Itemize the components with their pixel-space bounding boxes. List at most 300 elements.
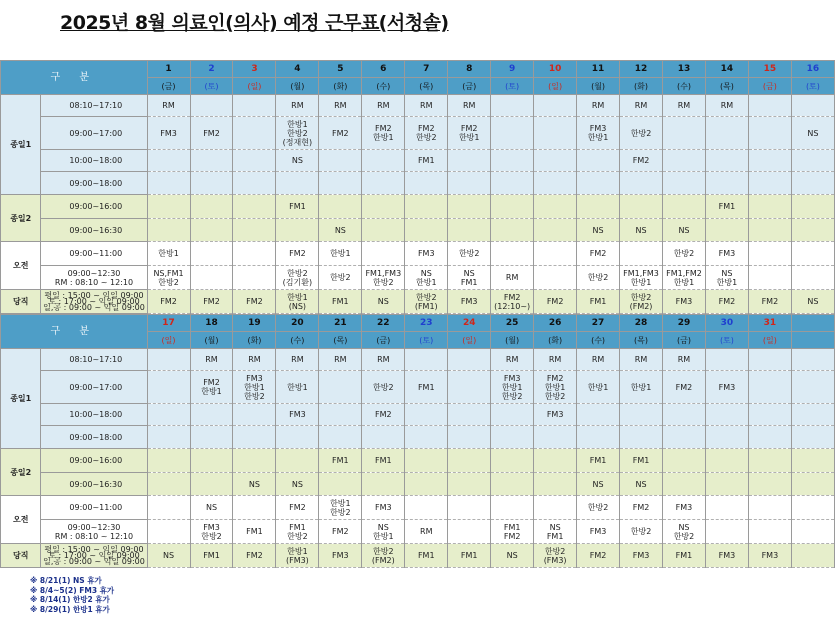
- shift-cell-text: FM1: [718, 202, 736, 211]
- shift-cell: [362, 266, 405, 290]
- shift-cell-text: 한방2: [587, 273, 609, 282]
- weekday-label: [791, 332, 834, 349]
- shift-cell-text: 한방1: [330, 249, 351, 258]
- shift-cell: [534, 496, 577, 520]
- shift-cell-text: 한방2: [673, 249, 695, 258]
- shift-cell: [276, 195, 319, 219]
- shift-cell-text: NS: [678, 225, 690, 235]
- shift-row-t6: [1, 219, 835, 242]
- day-number: 18: [190, 315, 233, 332]
- shift-cell: [448, 290, 491, 314]
- shift-cell: [147, 371, 190, 404]
- shift-cell: [319, 290, 362, 314]
- shift-cell-text: 한방2 (FM3): [543, 546, 567, 565]
- shift-cell: [448, 242, 491, 266]
- shift-cell: [448, 473, 491, 496]
- shift-cell: [233, 473, 276, 496]
- shift-cell: [491, 95, 534, 117]
- shift-cell: [620, 150, 663, 172]
- shift-cell: [405, 242, 448, 266]
- shift-cell: [405, 449, 448, 473]
- shift-cell: [362, 117, 405, 150]
- shift-cell: [233, 520, 276, 544]
- shift-cell: [663, 371, 706, 404]
- shift-cell: [534, 426, 577, 449]
- shift-cell: [362, 496, 405, 520]
- day-number: 3: [233, 61, 276, 78]
- day-number: 16: [791, 61, 834, 78]
- shift-cell-text: 한방2 (FM2): [629, 292, 653, 311]
- time-label-rm: RM : 08:10 ~ 12:10: [54, 531, 134, 541]
- shift-cell: [534, 172, 577, 195]
- shift-cell: [233, 117, 276, 150]
- shift-cell: [190, 219, 233, 242]
- shift-cell: [405, 290, 448, 314]
- weekday-label: (수): [663, 78, 706, 95]
- weekday-label: (월): [491, 332, 534, 349]
- shift-cell: [276, 449, 319, 473]
- shift-cell: [190, 95, 233, 117]
- shift-cell-text: 한방2: [458, 249, 480, 258]
- shift-cell: [233, 95, 276, 117]
- shift-cell: [705, 473, 748, 496]
- shift-cell: [448, 404, 491, 426]
- time-label: 09:00~16:30: [41, 473, 147, 496]
- shift-cell: [620, 449, 663, 473]
- shift-cell-text: FM2 한방1 한방2: [544, 373, 566, 401]
- day-number: 11: [577, 61, 620, 78]
- shift-cell: [233, 290, 276, 314]
- shift-cell: [147, 117, 190, 150]
- shift-cell: [276, 496, 319, 520]
- shift-cell: [147, 266, 190, 290]
- day-number: 17: [147, 315, 190, 332]
- shift-cell-text: RM: [591, 101, 605, 110]
- shift-cell: [791, 195, 834, 219]
- shift-cell-text: FM1: [675, 551, 693, 560]
- shift-cell: [491, 172, 534, 195]
- shift-cell: [448, 496, 491, 520]
- shift-cell: [791, 95, 834, 117]
- shift-cell: [577, 150, 620, 172]
- notes: [30, 576, 114, 614]
- shift-cell: [491, 242, 534, 266]
- shift-cell: [663, 195, 706, 219]
- time-label: 09:00~16:00: [41, 195, 147, 219]
- shift-cell-text: FM3: [289, 410, 306, 419]
- weekday-label: (금): [748, 78, 791, 95]
- shift-cell: [748, 95, 791, 117]
- time-label-rm: RM : 08:10 ~ 12:10: [54, 277, 134, 287]
- shift-cell-text: FM1,FM2 한방1: [666, 268, 702, 287]
- shift-cell-text: RM: [291, 101, 304, 110]
- shift-cell-text: NS: [592, 225, 604, 235]
- shift-cell: [748, 473, 791, 496]
- shift-cell: [147, 290, 190, 314]
- shift-row-t2: [1, 371, 835, 404]
- shift-cell: [362, 426, 405, 449]
- day-number: 15: [748, 61, 791, 78]
- shift-cell: [620, 195, 663, 219]
- shift-cell: [663, 219, 706, 242]
- day-number: 22: [362, 315, 405, 332]
- shift-cell: [705, 150, 748, 172]
- shift-cell: [448, 150, 491, 172]
- shift-cell-text: NS FM1: [546, 522, 564, 541]
- shift-cell: [791, 449, 834, 473]
- shift-cell-text: RM: [420, 527, 433, 536]
- shift-cell: [362, 473, 405, 496]
- shift-cell: [791, 290, 834, 314]
- shift-cell: [362, 242, 405, 266]
- time-label: 09:00~17:00: [41, 117, 147, 150]
- shift-cell-text: RM: [591, 355, 605, 364]
- shift-cell: [448, 266, 491, 290]
- shift-cell-text: FM3: [675, 297, 693, 306]
- shift-row-t8: [1, 520, 835, 544]
- shift-cell-text: FM2: [632, 503, 650, 512]
- day-number: 24: [448, 315, 491, 332]
- shift-cell-text: NS: [807, 297, 819, 306]
- shift-cell: [405, 266, 448, 290]
- shift-cell: [448, 371, 491, 404]
- shift-cell: [534, 95, 577, 117]
- shift-cell: [233, 150, 276, 172]
- shift-cell-text: RM: [634, 101, 648, 110]
- shift-cell: [663, 496, 706, 520]
- day-number: 30: [705, 315, 748, 332]
- shift-cell: [620, 266, 663, 290]
- weekday-label: (수): [276, 332, 319, 349]
- shift-row-t1: [1, 349, 835, 371]
- shift-cell-text: RM: [505, 355, 519, 364]
- shift-cell-text: FM1: [332, 456, 349, 465]
- shift-cell: [534, 117, 577, 150]
- shift-cell-text: FM2 한방1: [458, 124, 480, 142]
- weekday-label: (일): [748, 332, 791, 349]
- shift-cell: [705, 290, 748, 314]
- shift-row-dj: [1, 290, 835, 314]
- shift-cell-text: 한방1 한방2: [330, 498, 351, 517]
- shift-cell-text: FM1: [332, 297, 349, 306]
- shift-cell: [233, 544, 276, 568]
- shift-cell: [405, 219, 448, 242]
- weekday-label: (토): [491, 78, 534, 95]
- shift-cell: [319, 117, 362, 150]
- shift-cell: [319, 371, 362, 404]
- day-number: 14: [705, 61, 748, 78]
- dangjik-time-note: [41, 544, 147, 568]
- shift-cell: [190, 242, 233, 266]
- time-label: 09:00~11:00: [41, 242, 147, 266]
- shift-cell-text: FM1,FM3 한방2: [365, 268, 402, 287]
- shift-cell-text: FM1: [417, 551, 435, 560]
- shift-cell: [620, 544, 663, 568]
- shift-cell-text: FM3: [675, 503, 693, 512]
- weekday-label: (목): [705, 78, 748, 95]
- shift-cell: [319, 544, 362, 568]
- shift-cell: [534, 349, 577, 371]
- time-label: 09:00~18:00: [41, 426, 147, 449]
- shift-cell: [491, 473, 534, 496]
- shift-cell: [448, 195, 491, 219]
- shift-cell-text: RM: [720, 101, 734, 110]
- shift-cell-text: 한방2: [330, 273, 351, 282]
- shift-cell: [147, 242, 190, 266]
- shift-cell: [405, 150, 448, 172]
- shift-row-t4: [1, 426, 835, 449]
- shift-cell: [748, 544, 791, 568]
- shift-cell: [577, 371, 620, 404]
- shift-cell: [319, 349, 362, 371]
- time-label: 10:00~18:00: [41, 404, 147, 426]
- weekday-label: (화): [620, 78, 663, 95]
- shift-cell: [190, 290, 233, 314]
- shift-cell: [620, 520, 663, 544]
- shift-cell: [577, 117, 620, 150]
- shift-row-dj: [1, 544, 835, 568]
- shift-row-t7: [1, 242, 835, 266]
- shift-cell: [319, 426, 362, 449]
- shift-cell-text: FM3: [718, 249, 736, 258]
- shift-cell-text: RM: [548, 355, 562, 364]
- shift-cell: [748, 117, 791, 150]
- shift-cell: [748, 426, 791, 449]
- day-number: 25: [491, 315, 534, 332]
- day-number: 31: [748, 315, 791, 332]
- shift-cell: [491, 349, 534, 371]
- shift-cell: [405, 172, 448, 195]
- shift-cell: [276, 95, 319, 117]
- shift-cell: [233, 404, 276, 426]
- shift-row-t3: [1, 404, 835, 426]
- shift-cell: [448, 172, 491, 195]
- weekday-label: (수): [577, 332, 620, 349]
- time-label: 09:00~16:30: [41, 219, 147, 242]
- group-label-jongil2: 종일2: [1, 195, 41, 242]
- shift-cell-text: FM3: [632, 551, 650, 560]
- shift-cell-text: RM: [248, 355, 261, 364]
- shift-cell: [791, 473, 834, 496]
- group-label-dangjik: 당직: [1, 290, 41, 314]
- shift-cell: [491, 371, 534, 404]
- shift-cell-text: FM2: [203, 297, 220, 306]
- day-number: 26: [534, 315, 577, 332]
- shift-cell-text: FM2: [332, 527, 349, 536]
- shift-cell-text: FM3: [761, 551, 779, 560]
- shift-cell-text: FM3: [460, 297, 478, 306]
- shift-cell: [276, 150, 319, 172]
- shift-cell-text: NS 한방2: [673, 522, 695, 541]
- shift-cell: [405, 404, 448, 426]
- shift-cell-text: FM1: [589, 456, 607, 465]
- shift-cell: [362, 449, 405, 473]
- shift-cell: [705, 172, 748, 195]
- shift-cell: [663, 520, 706, 544]
- shift-cell-text: RM: [420, 101, 433, 110]
- shift-cell: [233, 266, 276, 290]
- weekday-label: (월): [577, 78, 620, 95]
- time-label-main: 09:00~12:30: [67, 522, 121, 532]
- shift-cell: [620, 404, 663, 426]
- shift-cell: [748, 404, 791, 426]
- shift-cell: [276, 172, 319, 195]
- shift-cell-text: FM3: [546, 410, 564, 419]
- shift-cell: [190, 473, 233, 496]
- shift-cell-text: FM2: [289, 249, 306, 258]
- shift-cell: [147, 449, 190, 473]
- weekday-label: (토): [190, 78, 233, 95]
- day-number: [791, 315, 834, 332]
- shift-cell: [705, 544, 748, 568]
- dangjik-time-text: 평일 : 15:00 ~ 익일 09:00 토 : 17:00 ~ 익일 09:00 일,공 : 09:00 ~ 익일 09:00: [43, 544, 145, 566]
- shift-cell-text: NS: [377, 297, 389, 306]
- shift-cell: [448, 449, 491, 473]
- shift-cell-text: RM: [677, 101, 691, 110]
- shift-cell: [705, 426, 748, 449]
- time-label: [41, 266, 147, 290]
- shift-cell-text: FM3 한방1: [587, 124, 609, 142]
- weekday-label: (토): [405, 332, 448, 349]
- shift-cell-text: 한방2: [373, 382, 394, 392]
- shift-cell: [491, 150, 534, 172]
- time-label: 08:10~17:10: [41, 349, 147, 371]
- shift-cell: [362, 195, 405, 219]
- shift-cell: [276, 520, 319, 544]
- shift-cell: [791, 150, 834, 172]
- shift-cell: [190, 544, 233, 568]
- time-label: 09:00~18:00: [41, 172, 147, 195]
- shift-cell: [233, 195, 276, 219]
- gubun-header: 구 분: [1, 315, 148, 349]
- shift-cell: [362, 95, 405, 117]
- shift-cell: [491, 544, 534, 568]
- shift-cell-text: FM2 한방1: [373, 124, 394, 142]
- gubun-header: 구 분: [1, 61, 148, 95]
- shift-cell: [405, 426, 448, 449]
- shift-cell-text: 한방1 (FM3): [285, 546, 309, 565]
- shift-cell: [276, 473, 319, 496]
- weekday-label: (화): [534, 332, 577, 349]
- shift-cell: [448, 426, 491, 449]
- shift-cell-text: FM1,FM3 한방1: [623, 268, 659, 287]
- shift-cell: [791, 426, 834, 449]
- shift-cell: [190, 172, 233, 195]
- shift-cell: [577, 544, 620, 568]
- shift-cell: [791, 371, 834, 404]
- shift-cell: [663, 290, 706, 314]
- shift-cell: [663, 172, 706, 195]
- shift-cell: [663, 349, 706, 371]
- shift-cell: [534, 266, 577, 290]
- shift-cell-text: 한방2: [630, 128, 652, 138]
- shift-cell: [620, 349, 663, 371]
- shift-cell: [791, 496, 834, 520]
- shift-cell: [791, 349, 834, 371]
- shift-row-t5: [1, 195, 835, 219]
- shift-cell-text: FM2: [718, 297, 736, 306]
- shift-cell: [748, 449, 791, 473]
- shift-cell: [147, 150, 190, 172]
- shift-cell: [748, 195, 791, 219]
- time-label: 08:10~17:10: [41, 95, 147, 117]
- shift-cell: [319, 172, 362, 195]
- shift-cell: [319, 496, 362, 520]
- shift-cell: [362, 371, 405, 404]
- shift-row-t3: [1, 150, 835, 172]
- shift-cell: [534, 195, 577, 219]
- shift-cell: [748, 266, 791, 290]
- shift-cell: [190, 150, 233, 172]
- shift-cell-text: FM2 한방1: [201, 378, 222, 396]
- day-number: 1: [147, 61, 190, 78]
- shift-cell-text: FM1 FM2: [503, 522, 521, 541]
- shift-cell-text: FM2: [246, 297, 263, 306]
- weekday-label: (목): [405, 78, 448, 95]
- shift-cell-text: 한방2 (김기환): [282, 268, 313, 287]
- shift-row-t8: [1, 266, 835, 290]
- shift-cell: [190, 117, 233, 150]
- shift-cell: [491, 219, 534, 242]
- shift-cell-text: NS 한방1: [716, 268, 738, 287]
- shift-cell-text: 한방1: [287, 382, 308, 392]
- day-number: 9: [491, 61, 534, 78]
- shift-cell: [577, 95, 620, 117]
- shift-cell: [534, 219, 577, 242]
- shift-cell-text: FM2: [589, 249, 607, 258]
- day-number: 13: [663, 61, 706, 78]
- shift-cell-text: 한방1 (NS): [287, 292, 308, 311]
- group-label-ojeon: 오전: [1, 496, 41, 544]
- shift-cell: [405, 117, 448, 150]
- shift-cell: [405, 520, 448, 544]
- shift-cell: [663, 404, 706, 426]
- shift-cell-text: 한방1: [630, 382, 652, 392]
- shift-cell: [319, 219, 362, 242]
- weekday-label: (일): [233, 78, 276, 95]
- shift-cell-text: 한방2 (FM2): [371, 546, 395, 565]
- shift-cell-text: FM1: [632, 456, 650, 465]
- shift-cell: [791, 544, 834, 568]
- shift-cell-text: NS: [205, 503, 218, 512]
- schedule-table-2: [0, 314, 835, 568]
- note-item: ※ 8/21(1) NS 휴가: [30, 576, 102, 585]
- shift-cell: [705, 95, 748, 117]
- shift-cell: [534, 520, 577, 544]
- shift-cell-text: NS: [635, 479, 647, 489]
- shift-cell-text: NS: [592, 479, 604, 489]
- shift-cell: [405, 473, 448, 496]
- group-label-jongil2: 종일2: [1, 449, 41, 496]
- shift-cell-text: RM: [462, 101, 476, 110]
- shift-cell: [276, 117, 319, 150]
- shift-cell: [147, 172, 190, 195]
- shift-cell: [663, 266, 706, 290]
- shift-cell: [663, 449, 706, 473]
- shift-cell-text: FM3: [718, 551, 736, 560]
- shift-cell: [233, 449, 276, 473]
- day-number: 28: [620, 315, 663, 332]
- dangjik-time-note: [41, 290, 147, 314]
- shift-cell: [362, 544, 405, 568]
- shift-cell-text: NS: [635, 225, 647, 235]
- shift-cell: [233, 496, 276, 520]
- time-label: 09:00~17:00: [41, 371, 147, 404]
- shift-cell: [147, 520, 190, 544]
- shift-cell: [663, 95, 706, 117]
- shift-cell-text: FM1 한방2: [287, 522, 308, 541]
- weekday-label: (일): [147, 332, 190, 349]
